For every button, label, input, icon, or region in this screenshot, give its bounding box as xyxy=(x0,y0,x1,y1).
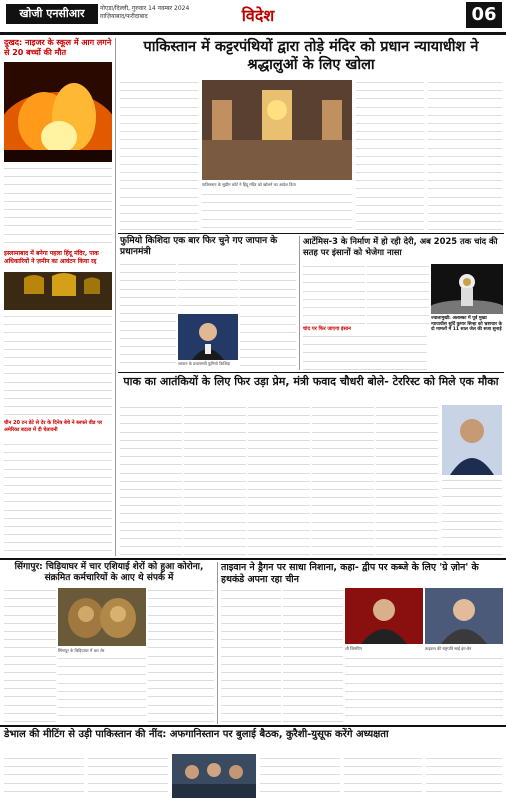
niger-story xyxy=(4,38,112,58)
fire-photo-svg xyxy=(4,62,112,162)
japan-story xyxy=(120,236,296,258)
bottom-body-col-1 xyxy=(4,756,84,798)
fire-photo xyxy=(4,62,112,162)
dateline-line-2: ग़ाज़ियाबाद/फरीदाबाद xyxy=(100,13,148,20)
main-caption: पाकिस्तान के सुप्रीम कोर्ट ने हिंदू मंदिर को खोलने का आदेश दिया xyxy=(202,182,296,187)
artemis-sub-wrap xyxy=(303,326,423,332)
xi-caption: शी जिनपिंग xyxy=(345,646,362,651)
singapore-body-col-3 xyxy=(148,588,214,722)
newspaper-logo: खोजी एनसीआर xyxy=(6,4,98,24)
pak-body-col-1 xyxy=(120,405,182,555)
pak-body-col-6 xyxy=(442,478,502,555)
china-sub xyxy=(4,420,112,433)
taiwan-body-col-2 xyxy=(283,588,343,722)
taiwan-headline: ताइवान ने ड्रैगन पर साधा निशाना, कहा- द्वीप पर कब्जे के लिए 'ग्रे ज़ोन' के हथकंडे अपना रहा चीन xyxy=(221,562,479,585)
dateline-line-1: नोएडा/दिल्ली, गुरुवार 14 नवम्बर 2024 xyxy=(100,5,190,12)
kishida-photo xyxy=(178,314,238,360)
singapore-body-col-1 xyxy=(4,588,56,722)
alaska-subheadline: ज्वालामुखी: अलास्का में पूर्व मुख्य न्यायाधीश सुर्दि कुमार सिन्हा को भ्रष्टाचार के दो मामलों में 11 साल जेल की सजा सुनाई xyxy=(431,316,503,333)
temple-bell-photo xyxy=(4,272,112,310)
artemis-story xyxy=(303,236,503,257)
pak-body-col-5 xyxy=(376,405,438,555)
singapore-caption: सिंगापुर के चिड़ियाघर में चार शेर xyxy=(58,648,105,653)
xi-svg xyxy=(345,588,423,644)
china-subheadline: चीन 20 टन डेटे से देर के दिनेत्र बेचे ने ब्लफ्ते वीड पर अमेरिका बदला में दी चेतावनी xyxy=(4,420,103,433)
rule-band xyxy=(118,372,504,373)
dateline xyxy=(100,5,189,21)
column-divider xyxy=(115,38,116,556)
main-body-col-4 xyxy=(428,80,502,230)
artemis-sub2-wrap xyxy=(431,316,503,333)
main-body-col-1 xyxy=(120,80,198,230)
bottom-body-col-3 xyxy=(260,756,340,798)
china-body xyxy=(4,442,112,554)
bottom-story xyxy=(4,729,502,741)
section-title: विदेश xyxy=(241,6,275,25)
tsai-caption: ताइवान की राष्ट्रपति साई इंग-वेन xyxy=(425,646,472,651)
rule-bottom xyxy=(0,725,506,727)
japan-headline: फुमियो किशिदा एक बार फिर चुने गए जापान के प्रधानमंत्री xyxy=(120,236,278,257)
temple-body xyxy=(4,314,112,418)
hindu-temple-subheadline: इस्लामाबाद में बनेगा पहला हिंदू मंदिर, पाक अधिकारियों ने ज़मीन का आवंटन किया रद्द xyxy=(4,250,99,265)
bottom-body-col-2 xyxy=(88,756,168,798)
page-number: 06 xyxy=(466,2,502,28)
tsai-photo xyxy=(425,588,503,644)
main-headline: पाकिस्तान में कट्टरपंथियों द्वारा तोड़े मंदिर को प्रधान न्यायाधीश ने श्रद्धालुओं के लिए खोला xyxy=(143,39,479,73)
xi-photo xyxy=(345,588,423,644)
bottom-body-col-5 xyxy=(426,756,502,798)
astronaut-photo xyxy=(431,264,503,314)
taiwan-body-col-3 xyxy=(345,656,503,722)
pak-body-col-2 xyxy=(184,405,246,555)
japan-body-col-3 xyxy=(240,262,296,312)
pak-band-story xyxy=(120,375,502,389)
taiwan-body-col-1 xyxy=(221,588,281,722)
bottom-body-col-4 xyxy=(344,756,422,798)
artemis-body-col-2 xyxy=(367,264,429,324)
lions-photo xyxy=(58,588,146,646)
meeting-photo xyxy=(172,754,256,798)
rule-main xyxy=(118,233,504,234)
astronaut-svg xyxy=(431,264,503,314)
artemis-subheadline: चांद पर फिर जाएगा इंसान xyxy=(303,326,351,332)
main-body-col-3 xyxy=(356,80,424,230)
rule-lower xyxy=(0,558,506,560)
main-body-col-2 xyxy=(202,192,352,230)
taiwan-story xyxy=(221,562,503,585)
artemis-headline: आर्टेमिस-3 के निर्माण में हो रही देरी, अब 2025 तक चांद की सतह पर इंसानों को भेजेगा नासा xyxy=(303,236,498,257)
fawad-svg xyxy=(442,405,502,475)
main-story xyxy=(120,38,502,74)
pak-body-col-3 xyxy=(248,405,310,555)
column-divider-3 xyxy=(217,562,218,724)
niger-headline: दुखद: नाइजर के स्कूल में आग लगने से 20 बच्चों की मौत xyxy=(4,38,112,57)
niger-body xyxy=(4,166,112,248)
artemis-body-col-3 xyxy=(303,334,427,370)
lions-svg xyxy=(58,588,146,646)
temple-interior-svg xyxy=(202,80,352,180)
pak-body-col-4 xyxy=(312,405,374,555)
singapore-headline: सिंगापुर: चिड़ियाघर में चार एशियाई शेरों को हुआ कोरोना, संक्रमित कर्मचारियों के आए थे संपर्क में xyxy=(14,562,204,584)
singapore-body-col-2 xyxy=(58,656,146,722)
pak-band-headline: पाक का आतंकियों के लिए फिर उड़ा प्रेम, मंत्री फवाद चौधरी बोले- टेररिस्ट को मिले एक मौका xyxy=(123,375,499,388)
bottom-headline: डेभाल की मीटिंग से उड़ी पाकिस्तान की नींद: अफगानिस्तान पर बुलाई बैठक, कुरैशी-युसूफ करेंगे अध्यक्षता xyxy=(4,729,389,740)
fawad-photo xyxy=(442,405,502,475)
column-divider-2 xyxy=(299,236,300,370)
japan-body-col-4 xyxy=(240,314,296,368)
japan-body-col-2 xyxy=(178,262,238,312)
hindu-temple-sub xyxy=(4,250,112,265)
meeting-svg xyxy=(172,754,256,798)
kishida-svg xyxy=(178,314,238,360)
temple-interior-photo xyxy=(202,80,352,180)
masthead xyxy=(0,0,506,35)
singapore-story xyxy=(4,562,214,584)
temple-bell-svg xyxy=(4,272,112,310)
tsai-svg xyxy=(425,588,503,644)
artemis-body-col-1 xyxy=(303,264,365,324)
japan-body-col-1 xyxy=(120,262,176,368)
japan-caption: जापान के प्रधानमंत्री फुमियो किशिदा xyxy=(178,361,231,366)
